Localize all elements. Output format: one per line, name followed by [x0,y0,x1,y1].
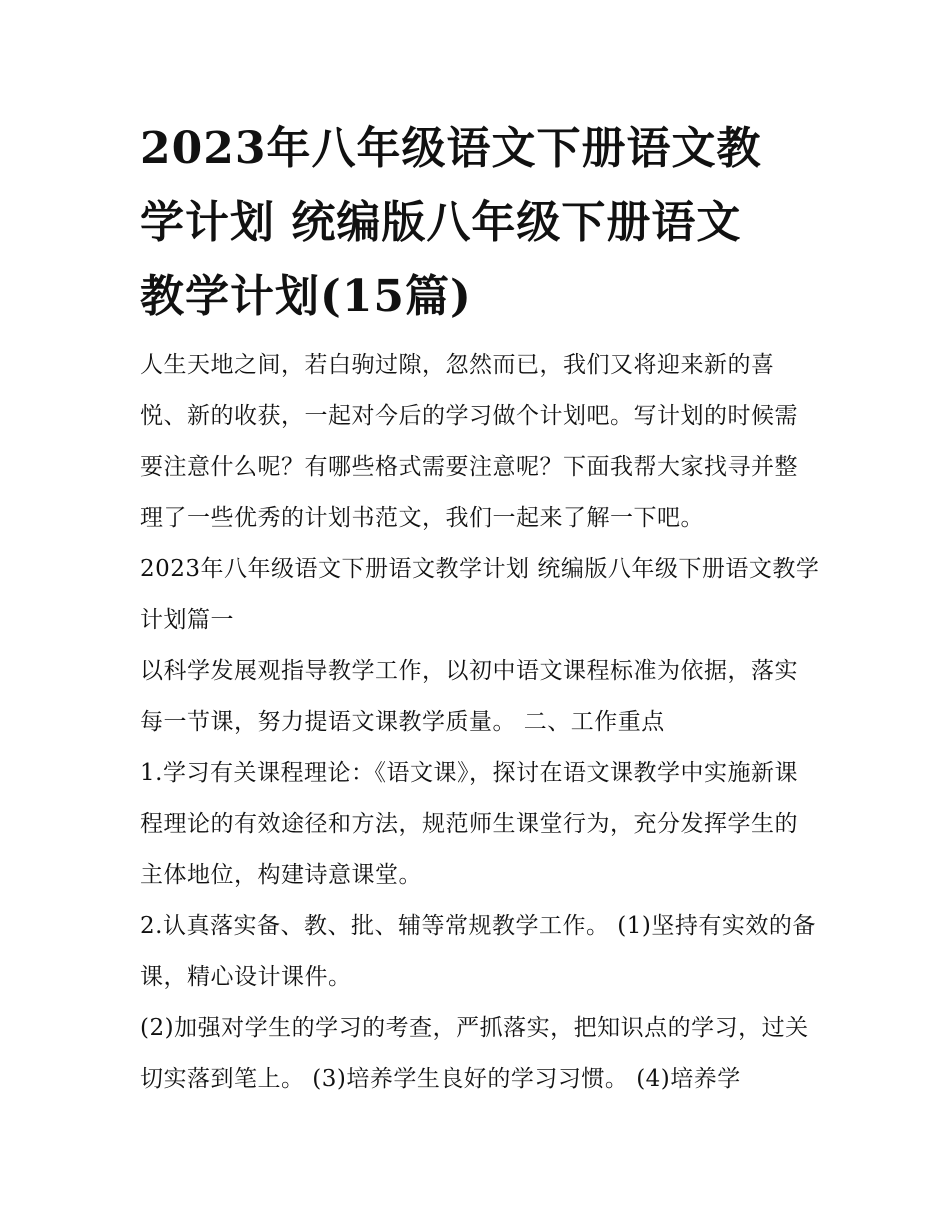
title-line: 学计划 统编版八年级下册语文 [140,197,742,248]
body-paragraph: 1.学习有关课程理论：《语文课》，探讨在语文课教学中实施新课程理论的有效途径和方法，规范师生课堂行为，充分发挥学生的主体地位，构建诗意课堂。 [140,760,798,888]
body-paragraph: 2.认真落实备、教、批、辅等常规教学工作。 (1)坚持有实效的备课，精心设计课件。 [140,913,816,990]
intro-paragraph: 人生天地之间，若白驹过隙，忽然而已，我们又将迎来新的喜悦、新的收获，一起对今后的学习做个计划吧。写计划的时候需要注意什么呢？有哪些格式需要注意呢？下面我帮大家找寻并整理了一些优秀的计划书范文，我们一起来了解一下吧。 [140,352,798,531]
section-heading: 2023年八年级语文下册语文教学计划 统编版八年级下册语文教学计划篇一 [140,556,820,633]
document-title [140,112,820,334]
title-line: 教学计划(15篇) [140,271,472,322]
body-paragraph: (2)加强对学生的学习的考查，严抓落实，把知识点的学习，过关切实落到笔上。 (3)培养学生良好的学习习惯。 (4)培养学 [140,1015,809,1092]
body-paragraph: 以科学发展观指导教学工作，以初中语文课程标准为依据，落实每一节课，努力提语文课教学质量。 二、工作重点 [140,658,798,735]
title-line: 2023年八年级语文下册语文教 [140,123,762,174]
document-page [140,112,820,1105]
